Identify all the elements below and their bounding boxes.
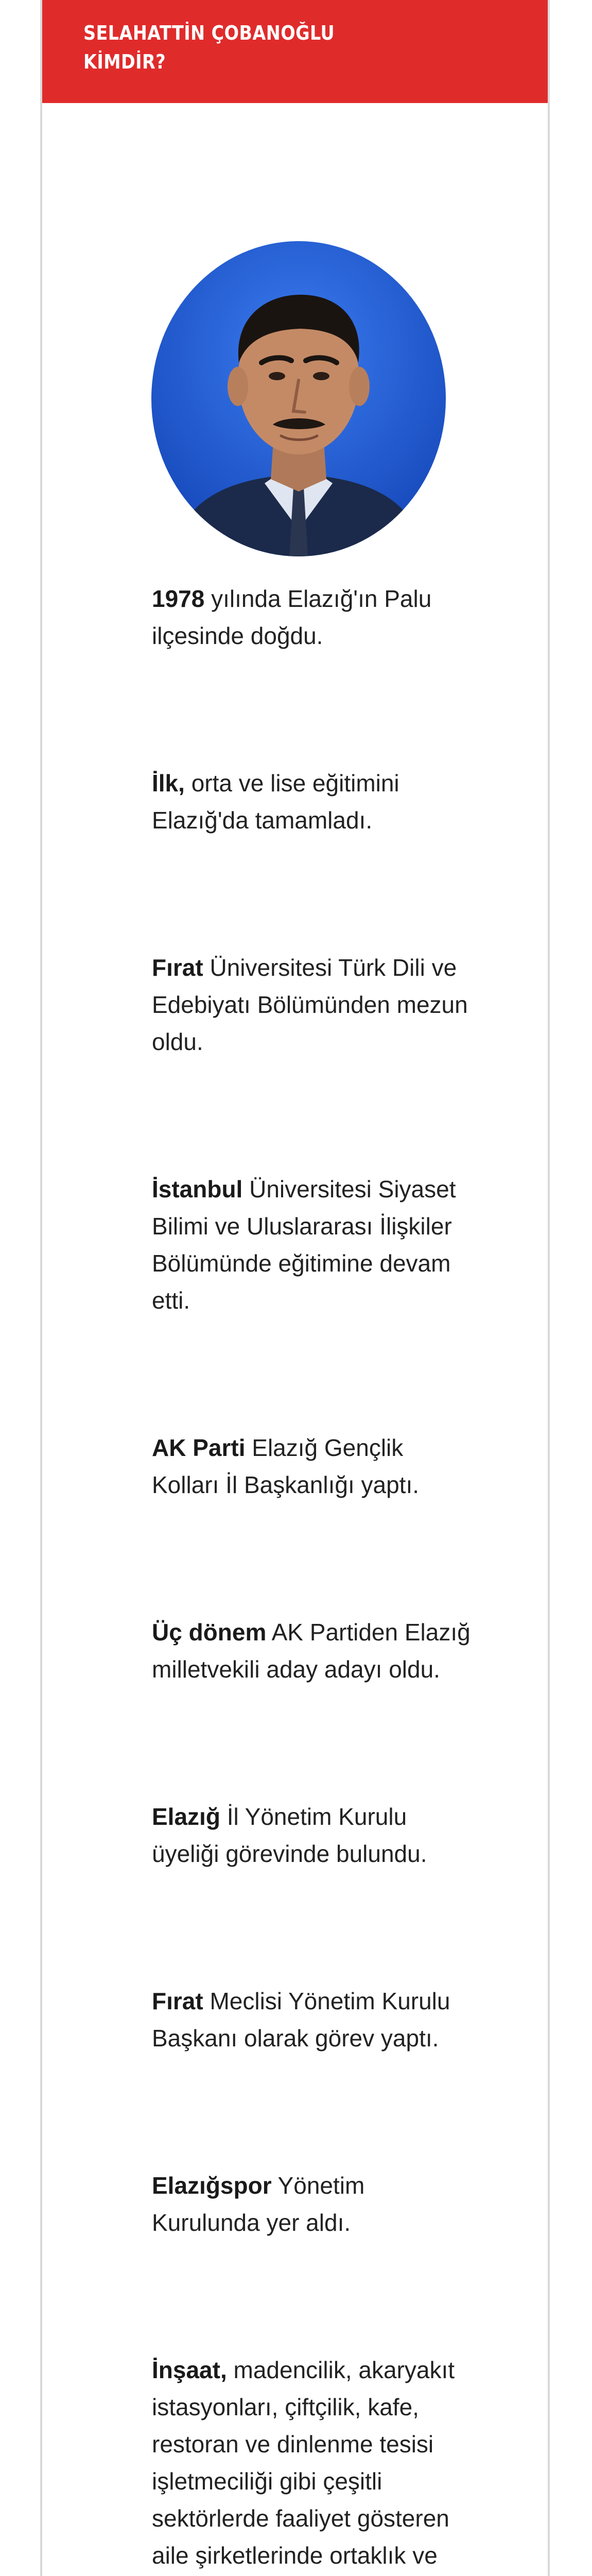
portrait-photo	[151, 241, 446, 556]
bio-fact-text: Yönetim Kurulunda yer aldı.	[152, 2172, 365, 2236]
bio-fact-text: orta ve lise eğitimini Elazığ'da tamamladı.	[152, 770, 399, 834]
bio-fact	[152, 1982, 471, 2057]
bio-fact-lead: İstanbul	[152, 1176, 243, 1202]
bio-fact-lead: İlk,	[152, 770, 185, 796]
bio-fact	[152, 2351, 471, 2576]
bio-fact-text: İl Yönetim Kurulu üyeliği görevinde bulundu.	[152, 1803, 427, 1867]
bio-fact-lead: Elazığspor	[152, 2172, 272, 2199]
bio-fact	[152, 949, 471, 1060]
profile-card	[40, 0, 550, 2576]
bio-fact	[152, 765, 471, 839]
bio-fact-text: AK Partiden Elazığ milletvekili aday adayı oldu.	[152, 1619, 471, 1683]
bio-facts-list	[152, 580, 471, 2576]
bio-fact-lead: Fırat	[152, 1988, 203, 2014]
bio-fact-text: Meclisi Yönetim Kurulu Başkanı olarak görev yaptı.	[152, 1988, 450, 2052]
bio-fact-lead: Üç dönem	[152, 1619, 267, 1646]
bio-fact-lead: Fırat	[152, 954, 203, 981]
bio-fact-text: yılında Elazığ'ın Palu ilçesinde doğdu.	[152, 585, 432, 649]
bio-fact-text: madencilik, akaryakıt istasyonları, çiftçilik, kafe, restoran ve dinlenme tesisi işletmeciliği gibi çeşitli sektörlerde faaliyet gösteren aile şirketlerinde ortaklık ve	[152, 2357, 455, 2569]
bio-fact-text: Elazığ Gençlik Kolları İl Başkanlığı yaptı.	[152, 1434, 420, 1498]
person-portrait-icon	[151, 241, 446, 556]
bio-fact-lead: 1978	[152, 585, 205, 612]
header-banner	[42, 0, 548, 103]
bio-fact	[152, 2167, 471, 2241]
bio-fact-lead: İnşaat,	[152, 2357, 227, 2383]
bio-fact-lead: AK Parti	[152, 1434, 246, 1461]
bio-fact	[152, 1429, 471, 1503]
bio-fact-text: Üniversitesi Türk Dili ve Edebiyatı Bölümünden mezun oldu.	[152, 954, 468, 1055]
bio-fact-text: Üniversitesi Siyaset Bilimi ve Uluslararası İlişkiler Bölümünde eğitimine devam etti.	[152, 1176, 456, 1314]
header-title-line2: KİMDİR?	[83, 50, 166, 73]
bio-fact	[152, 580, 471, 654]
header-title-line1: SELAHATTİN ÇOBANOĞLU	[83, 22, 335, 44]
bio-fact	[152, 1171, 471, 1319]
bio-fact	[152, 1614, 471, 1688]
bio-fact	[152, 1798, 471, 1872]
bio-fact-lead: Elazığ	[152, 1803, 220, 1830]
